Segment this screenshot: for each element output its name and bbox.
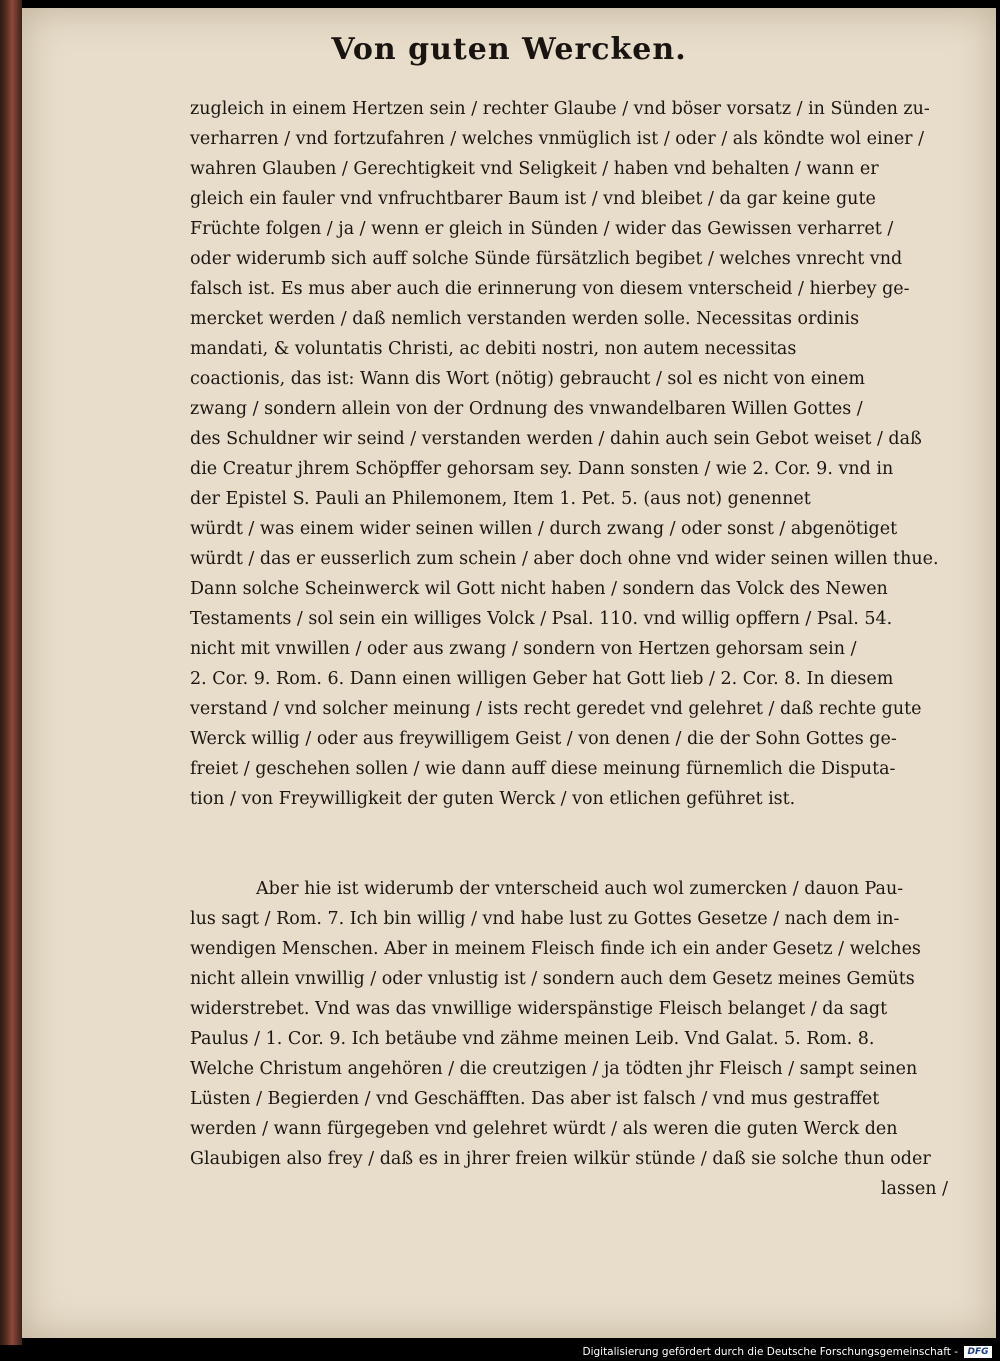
text-line: 2. Cor. 9. Rom. 6. Dann einen willigen Geber hat Gott lieb / 2. Cor. 8. In diesem [190,669,894,689]
text-line: Dann solche Scheinwerck wil Gott nicht haben / sondern das Volck des Newen [190,579,888,599]
text-line: würdt / das er eusserlich zum schein / aber doch ohne vnd wider seinen willen thue. [190,549,939,569]
body-text [190,94,948,1204]
text-line: Werck willig / oder aus freywilligem Geist / von denen / die der Sohn Gottes ge- [190,729,897,749]
text-line: würdt / was einem wider seinen willen / durch zwang / oder sonst / abgenötiget [190,519,898,539]
paragraph-spacer [190,814,948,874]
text-line: die Creatur jhrem Schöpffer gehorsam sey. Dann sonsten / wie 2. Cor. 9. vnd in [190,459,894,479]
text-line: gleich ein fauler vnd vnfruchtbarer Baum ist / vnd bleibet / da gar keine gute [190,189,876,209]
text-line: Früchte folgen / ja / wenn er gleich in Sünden / wider das Gewissen verharret / [190,219,894,239]
text-line: mercket werden / daß nemlich verstanden werden solle. Necessitas ordinis [190,309,860,329]
text-line: Welche Christum angehören / die creutzigen / ja tödten jhr Fleisch / sampt seinen [190,1059,918,1079]
text-line: verstand / vnd solcher meinung / ists recht geredet vnd gelehret / daß rechte gute [190,699,922,719]
text-line: nicht mit vnwillen / oder aus zwang / sondern von Hertzen gehorsam sein / [190,639,857,659]
text-line: des Schuldner wir seind / verstanden werden / dahin auch sein Gebot weiset / daß [190,429,922,449]
book-edge [0,0,22,1345]
text-line: lus sagt / Rom. 7. Ich bin willig / vnd habe lust zu Gottes Gesetze / nach dem in- [190,909,900,929]
text-line: wendigen Menschen. Aber in meinem Fleisch finde ich ein ander Gesetz / welches [190,939,921,959]
text-line: tion / von Freywilligkeit der guten Werck / von etlichen geführet ist. [190,789,796,809]
running-title: Von guten Wercken. [331,32,687,67]
book-page [22,8,996,1338]
text-line: nicht allein vnwillig / oder vnlustig ist / sondern auch dem Gesetz meines Gemüts [190,969,915,989]
text-line: falsch ist. Es mus aber auch die erinnerung von diesem vnterscheid / hierbey ge- [190,279,910,299]
text-line: Lüsten / Begierden / vnd Geschäfften. Das aber ist falsch / vnd mus gestraffet [190,1089,880,1109]
text-line: oder widerumb sich auff solche Sünde fürsätzlich begibet / welches vnrecht vnd [190,249,903,269]
text-line: der Epistel S. Pauli an Philemonem, Item 1. Pet. 5. (aus not) genennet [190,489,811,509]
text-line: coactionis, das ist: Wann dis Wort (nötig) gebraucht / sol es nicht von einem [190,369,865,389]
text-line: mandati, & voluntatis Christi, ac debiti nostri, non autem necessitas [190,339,797,359]
text-line: Paulus / 1. Cor. 9. Ich betäube vnd zähme meinen Leib. Vnd Galat. 5. Rom. 8. [190,1029,875,1049]
text-line: wahren Glauben / Gerechtigkeit vnd Seligkeit / haben vnd behalten / wann er [190,159,879,179]
paragraph-2 [190,874,948,1204]
text-line: Testaments / sol sein ein williges Volck / Psal. 110. vnd willig opffern / Psal. 54. [190,609,893,629]
dfg-logo-icon: DFG [964,1346,992,1358]
digitization-footer [582,1345,992,1359]
paragraph-1 [190,94,948,814]
text-line: zwang / sondern allein von der Ordnung des vnwandelbaren Willen Gottes / [190,399,863,419]
text-line: freiet / geschehen sollen / wie dann auff diese meinung fürnemlich die Disputa- [190,759,896,779]
text-line: zugleich in einem Hertzen sein / rechter Glaube / vnd böser vorsatz / in Sünden zu- [190,99,930,119]
text-line: widerstrebet. Vnd was das vnwillige widerspänstige Fleisch belanget / da sagt [190,999,888,1019]
text-line: Glaubigen also frey / daß es in jhrer freien wilkür stünde / daß sie solche thun oder [190,1149,931,1169]
text-line: Aber hie ist widerumb der vnterscheid auch wol zumercken / dauon Pau- [256,879,904,899]
text-line: verharren / vnd fortzufahren / welches vnmüglich ist / oder / als köndte wol einer / [190,129,925,149]
catchword: lassen / [880,1179,948,1199]
funding-credit: Digitalisierung gefördert durch die Deutsche Forschungsgemeinschaft - [582,1346,958,1358]
text-line: werden / wann fürgegeben vnd gelehret würdt / als weren die guten Werck den [190,1119,898,1139]
